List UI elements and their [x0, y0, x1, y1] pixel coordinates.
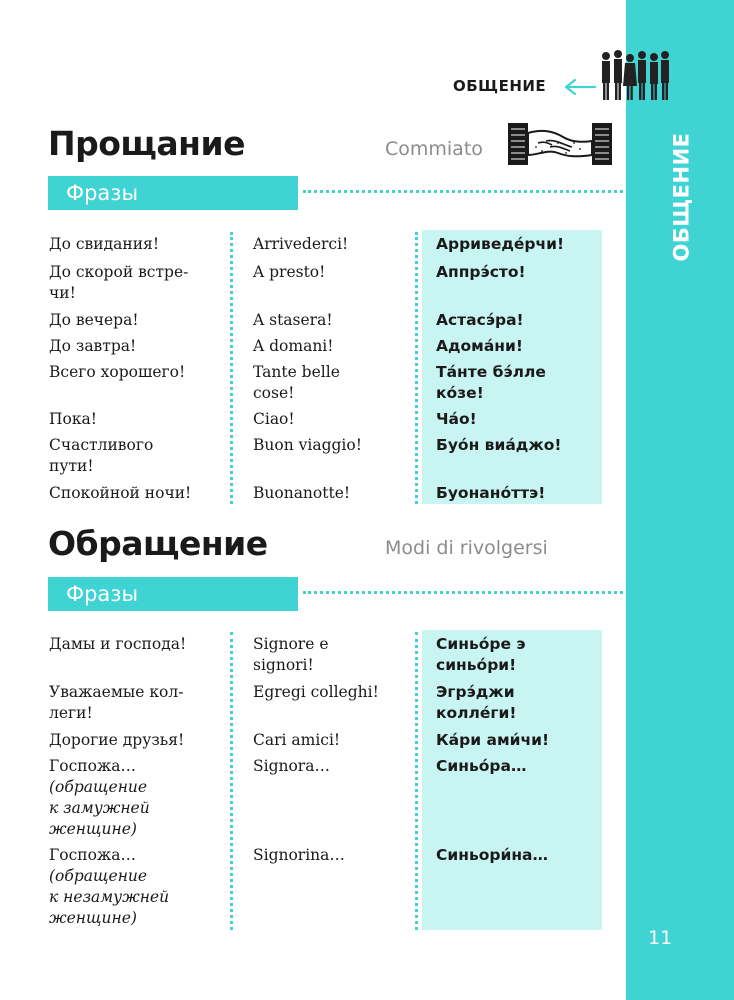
italian-phrase: Signorina…: [253, 846, 345, 864]
transcription: Астасэ́ра!: [436, 311, 524, 329]
russian-phrase: Уважаемые кол- леги!: [49, 683, 184, 722]
transcription: Аппрэ́сто!: [436, 263, 526, 281]
italian-phrase: Ciao!: [253, 410, 295, 428]
chapter-label: ОБЩЕНИЕ: [453, 77, 547, 95]
russian-phrase: Счастливого пути!: [49, 436, 154, 475]
transcription: Буо́н виа́джо!: [436, 436, 562, 454]
transcription: Ча́о!: [436, 410, 477, 428]
people-icon: [598, 50, 672, 102]
italian-phrase: Signora…: [253, 757, 330, 775]
dotted-divider: [303, 591, 623, 594]
column-divider: [415, 632, 418, 930]
column-divider: [415, 232, 418, 504]
transcription: Та́нте бэ́лле ко́зе!: [436, 363, 546, 402]
italian-phrase: Tante belle cose!: [253, 363, 340, 402]
dotted-divider: [303, 190, 623, 193]
russian-phrase: Спокойной ночи!: [49, 484, 192, 502]
section-title: Прощание: [48, 124, 245, 163]
page-number: 11: [648, 927, 673, 949]
transcription: Синьори́на…: [436, 846, 549, 864]
side-tab-label: [667, 122, 697, 272]
phrases-band: Фразы: [48, 176, 298, 210]
usage-note: (обращение к замужней женщине): [49, 778, 150, 838]
transcription: Арриведе́рчи!: [436, 235, 565, 253]
phrases-band: Фразы: [48, 577, 298, 611]
italian-phrase: Cari amici!: [253, 731, 341, 749]
transcription: Синьо́ре э синьо́ри!: [436, 635, 526, 674]
russian-phrase: До завтра!: [49, 337, 137, 355]
russian-phrase: Пока!: [49, 410, 98, 428]
russian-phrase: Дорогие друзья!: [49, 731, 185, 749]
transcription: Ка́ри ами́чи!: [436, 731, 550, 749]
transcription: Синьо́ра…: [436, 757, 527, 775]
arrow-left-icon: [563, 78, 597, 96]
russian-phrase-text: Госпожа…: [49, 846, 136, 864]
italian-phrase: Arrivederci!: [253, 235, 349, 253]
section-title: Обращение: [48, 524, 268, 563]
handshake-icon: [508, 121, 612, 167]
russian-phrase: [49, 756, 224, 840]
transcription: Буонано́ттэ!: [436, 484, 546, 502]
russian-phrase: Всего хорошего!: [49, 363, 186, 381]
transcription: Адома́ни!: [436, 337, 523, 355]
column-divider: [230, 632, 233, 930]
italian-phrase: A domani!: [253, 337, 334, 355]
russian-phrase: [49, 845, 224, 929]
italian-phrase: Buon viaggio!: [253, 436, 362, 454]
russian-phrase-text: Госпожа…: [49, 757, 136, 775]
italian-phrase: Buonanotte!: [253, 484, 351, 502]
italian-phrase: A stasera!: [253, 311, 333, 329]
side-tab-text: ОБЩЕНИЕ: [670, 132, 695, 262]
transcription: Эгрэ́джи колле́ги!: [436, 683, 517, 722]
italian-phrase: Egregi colleghi!: [253, 683, 379, 701]
italian-phrase: Signore e signori!: [253, 635, 329, 674]
section-subtitle: Commiato: [385, 138, 483, 160]
section-subtitle: Modi di rivolgersi: [385, 537, 548, 559]
russian-phrase: До свидания!: [49, 235, 160, 253]
column-divider: [230, 232, 233, 504]
italian-phrase: A presto!: [253, 263, 326, 281]
russian-phrase: До скорой встре- чи!: [49, 263, 189, 302]
usage-note: (обращение к незамужней женщине): [49, 867, 170, 927]
russian-phrase: До вечера!: [49, 311, 139, 329]
russian-phrase: Дамы и господа!: [49, 635, 187, 653]
